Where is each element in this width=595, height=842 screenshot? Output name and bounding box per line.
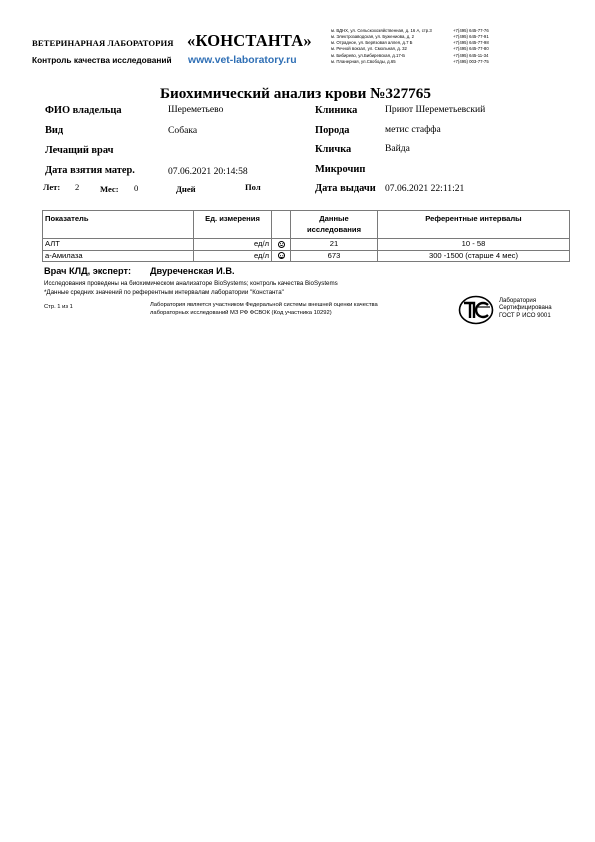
- address-line: м. Электрозаводская, ул. Бужениова, д. 2: [331, 34, 415, 39]
- owner-label: ФИО владельца: [45, 105, 122, 116]
- breed-label: Порода: [315, 125, 350, 136]
- column-header-result: Данные исследования: [291, 211, 378, 239]
- cert-line: ГОСТ Р ИСО 9001: [499, 311, 551, 319]
- vet-label: Лечащий врач: [45, 145, 114, 156]
- species-value: Собака: [168, 125, 198, 136]
- smile-icon: [278, 252, 285, 259]
- fsvok-note-line2: лабораторных исследований МЗ РФ ФСВОК (Код участника 10292): [150, 310, 332, 316]
- species-label: Вид: [45, 125, 64, 136]
- reference-note: *Данные средних значений по референтным интервалам лаборатории "Константа": [44, 289, 284, 296]
- parameter-name: a-Амилаза: [43, 250, 194, 262]
- column-header-parameter: Показатель: [43, 211, 194, 239]
- pet-name-label: Кличка: [315, 144, 352, 155]
- age-years-label: Лет:: [43, 182, 61, 192]
- sex-label: Пол: [245, 182, 261, 192]
- doctor-label: Врач КЛД, эксперт:: [44, 266, 132, 276]
- address-line: м. ВДНХ, ул. Сельскохозяйственная, д. 16 А, стр.3: [331, 28, 432, 33]
- address-line: м. Отрадное, ул. Берёзовая аллея, д.7 Б: [331, 40, 413, 45]
- document-title: Биохимический анализ крови №327765: [160, 85, 431, 102]
- parameter-reference: 10 - 58: [378, 239, 570, 251]
- table-row: [43, 250, 570, 262]
- column-header-reference: Референтные интервалы: [378, 211, 570, 239]
- lab-brand: «КОНСТАНТА»: [187, 31, 312, 50]
- lab-website-link[interactable]: www.vet-laboratory.ru: [188, 55, 297, 66]
- microchip-label: Микрочип: [315, 164, 366, 175]
- gost-certification-logo-icon: [458, 295, 494, 325]
- address-line: м. Речной вокзал, ул. Смольная, д. 32: [331, 46, 407, 51]
- address-line: м. Бибирево, ул.Бибиревская, д.17-Б: [331, 53, 406, 58]
- age-months-label: Мес:: [100, 184, 119, 194]
- clinic-label: Клиника: [315, 105, 358, 116]
- lab-subtitle: Контроль качества исследований: [32, 55, 172, 65]
- phone-line: +7(495) 003-77-75: [453, 59, 489, 64]
- table-row: [43, 239, 570, 251]
- column-header-unit: Ед. измерения: [194, 211, 272, 239]
- breed-value: метис стаффа: [385, 124, 441, 135]
- sample-date-value: 07.06.2021 20:14:58: [168, 166, 248, 177]
- issue-date-value: 07.06.2021 22:11:21: [385, 183, 465, 194]
- page-number: Стр. 1 из 1: [44, 304, 73, 310]
- phone-line: +7(495) 645-77-91: [453, 34, 489, 39]
- lab-name: ВЕТЕРИНАРНАЯ ЛАБОРАТОРИЯ: [32, 38, 174, 48]
- clinic-value: Приют Шереметьевский: [385, 104, 486, 115]
- age-months-value: 0: [134, 183, 139, 193]
- cert-line: Сертифицирована: [499, 304, 552, 312]
- age-years-value: 2: [75, 182, 80, 192]
- phone-line: +7(495) 645-77-80: [453, 46, 489, 51]
- status-cell: [272, 250, 291, 262]
- sample-date-label: Дата взятия матер.: [45, 165, 135, 176]
- phone-line: +7(495) 645-77-98: [453, 40, 489, 45]
- analyzer-note: Исследования проведены на биохимическом анализаторе BioSystems; контроль качества BioSystems: [44, 280, 338, 287]
- certification-text: [499, 297, 552, 319]
- fsvok-note-line1: Лаборатория является участником Федеральной системы внешней оценки качества: [150, 302, 378, 308]
- parameter-value: 673: [291, 250, 378, 262]
- status-cell: [272, 239, 291, 251]
- cert-line: Лаборатория: [499, 297, 537, 304]
- pet-name-value: Вайда: [385, 143, 410, 154]
- smile-icon: [278, 241, 285, 248]
- phone-line: +7(495) 645-11-34: [453, 53, 489, 58]
- issue-date-label: Дата выдачи: [315, 183, 376, 194]
- owner-value: Шереметьево: [168, 104, 224, 115]
- doctor-name: Двуреченская И.В.: [150, 266, 235, 276]
- parameter-reference: 300 -1500 (старше 4 мес): [378, 250, 570, 262]
- parameter-value: 21: [291, 239, 378, 251]
- column-header-status: [272, 211, 291, 239]
- table-header-row: [43, 211, 570, 239]
- parameter-name: АЛТ: [43, 239, 194, 251]
- age-days-label: Дней: [176, 184, 196, 194]
- phone-line: +7(495) 645-77-76: [453, 28, 489, 33]
- address-line: м. Планерная, ул.Свободы, д.65: [331, 59, 396, 64]
- parameter-unit: ед/л: [194, 250, 272, 262]
- results-table: [42, 210, 570, 262]
- parameter-unit: ед/л: [194, 239, 272, 251]
